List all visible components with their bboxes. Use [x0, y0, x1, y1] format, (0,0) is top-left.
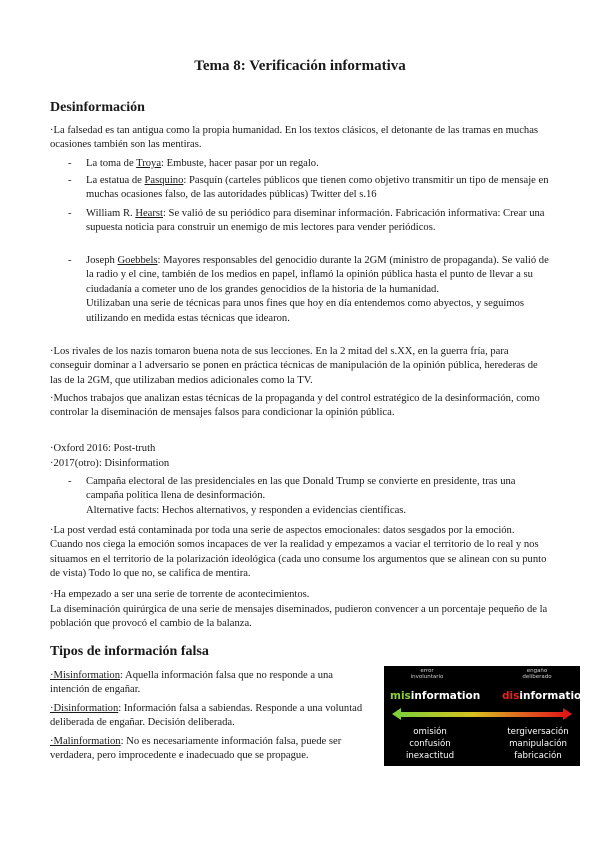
- list-misinformation-types: [390, 726, 470, 762]
- list-item: fabricación: [514, 751, 562, 761]
- list-item-goebbels: - Joseph Goebbels: Mayores responsables del genocidio durante la 2GM (ministro de propaganda). Se valió de la radio y el cine, también de los medios en papel, inflamó la opinión pública hasta el punto de llevar a su ciudadanía a cometer uno de los grandes genocidios de la historia de la humanidad. Utilizaban una serie de técnicas para unos fines que hoy en día entendemos como abyectos, y seguimos utilizando en medida estas técnicas que idearon.: [86, 254, 550, 326]
- paragraph-trabajos: ·Muchos trabajos que analizan estas técnicas de la propaganda y del control estratégico de la desinformación, como controlar la diseminación de mensajes falsos para condicionar la opinión pública.: [50, 393, 540, 419]
- list-item-goebbels-extra: Utilizaban una serie de técnicas para unos fines que hoy en día entendemos como abyectos, y seguimos utilizando en medida estas técnicas que idearon.: [86, 298, 525, 324]
- arrow-right-icon: [563, 708, 572, 720]
- label-misinformation: misinformation: [390, 690, 481, 702]
- paragraph-diseminacion: La diseminación quirúrgica de una serie de mensajes diseminados, pudieron convencer a un porcentaje pequeño de la población que provocó el cambio de la balanza.: [50, 604, 548, 630]
- list-item-hearst: - William R. Hearst: Se valió de su periódico para diseminar información. Fabricación informativa: Crear una supuesta noticia para construir un enemigo de mis lectores para vender periódicos.: [68, 208, 545, 234]
- caption-engano-deliberado: engaño deliberado: [522, 668, 552, 680]
- definition-disinformation: ·Disinformation: Información falsa a sabiendas. Responde a una voluntad deliberada de engañar. Decisión deliberada.: [50, 703, 363, 729]
- term-disinformation: ·Disinformation: [50, 703, 119, 714]
- line-torrente: ·Ha empezado a ser una serie de torrente de acontecimientos.: [50, 589, 310, 600]
- term-hearst: Hearst: [135, 208, 163, 219]
- list-item: tergiversación: [507, 727, 569, 737]
- gradient-bar: [398, 712, 566, 717]
- list-item-troya: - La toma de Troya: Embuste, hacer pasar por un regalo.: [86, 157, 550, 171]
- section-heading-tipos: Tipos de información falsa: [50, 644, 209, 659]
- bullet-dash: -: [68, 255, 72, 266]
- list-item-trump-extra: Alternative facts: Hechos alternativos, y responden a evidencias científicas.: [86, 504, 407, 516]
- list-item: omisión: [413, 727, 447, 737]
- term-goebbels: Goebbels: [117, 255, 158, 266]
- definition-malinformation: ·Malinformation: No es necesariamente información falsa, puede ser verdadera, pero improcedente e inadecuado que se propague.: [50, 736, 342, 762]
- bullet-dash: -: [68, 158, 72, 169]
- term-pasquino: Pasquino: [144, 175, 184, 186]
- paragraph-intro: ·La falsedad es tan antigua como la propia humanidad. En los textos clásicos, el detonante de las tramas en muchas ocasiones también son las mentiras.: [50, 125, 539, 151]
- term-malinformation: ·Malinformation: [50, 736, 121, 747]
- bullet-dash: -: [68, 476, 72, 487]
- paragraph-post-verdad: ·La post verdad está contaminada por toda una serie de aspectos emocionales: datos sesgados por la emoción. Cuando nos ciega la emoción somos incapaces de ver la realidad y empezamos a vaciar el territorio de lo real y nos situamos en el territorio de la polarización ideológica (cada uno consume los argumentos que se alinean con su punto de vista) Todo lo que no, se califica de mentira.: [50, 525, 547, 580]
- label-disinformation: disinformation: [502, 690, 589, 702]
- list-item: inexactitud: [405, 751, 455, 761]
- section-heading-desinformacion: Desinformación: [50, 100, 145, 115]
- list-item: manipulación: [509, 739, 567, 749]
- bullet-dash: -: [68, 175, 72, 186]
- line-2017: ·2017(otro): Disinformation: [50, 458, 170, 469]
- definition-misinformation: ·Misinformation: Aquella información falsa que no responde a una intención de engañar.: [50, 670, 334, 696]
- list-item: confusión: [409, 739, 451, 749]
- list-item-pasquino: - La estatua de Pasquino: Pasquín (carteles públicos que tienen como objetivo transmitir un tipo de mensaje en muchas ocasiones falso, de las autoridades públicas) Twitter del s.16: [68, 175, 549, 201]
- mis-dis-information-figure: [384, 666, 589, 766]
- term-misinformation: ·Misinformation: [50, 670, 121, 681]
- line-oxford-2016: ·Oxford 2016: Post-truth: [50, 443, 156, 454]
- page-title: Tema 8: Verificación informativa: [194, 58, 406, 74]
- bullet-dash: -: [68, 208, 72, 219]
- term-troya: Troya: [136, 158, 162, 169]
- list-disinformation-types: [498, 726, 578, 762]
- paragraph-rivales: ·Los rivales de los nazis tomaron buena nota de sus lecciones. En la 2 mitad del s.XX, en la guerra fría, para conseguir dominar a l adversario se ponen en práctica técnicas de manipulación de la opinión pública, herederas de las de la 2GM, que utilizaban medios adicionales como la TV.: [50, 346, 538, 386]
- list-item-trump: - Campaña electoral de las presidenciales en las que Donald Trump se convierte en presidente, tras una campaña política llena de desinformación. Alternative facts: Hechos alternativos, y responden a evidencias científicas.: [86, 475, 550, 518]
- caption-error-involuntario: error involuntario: [410, 668, 444, 680]
